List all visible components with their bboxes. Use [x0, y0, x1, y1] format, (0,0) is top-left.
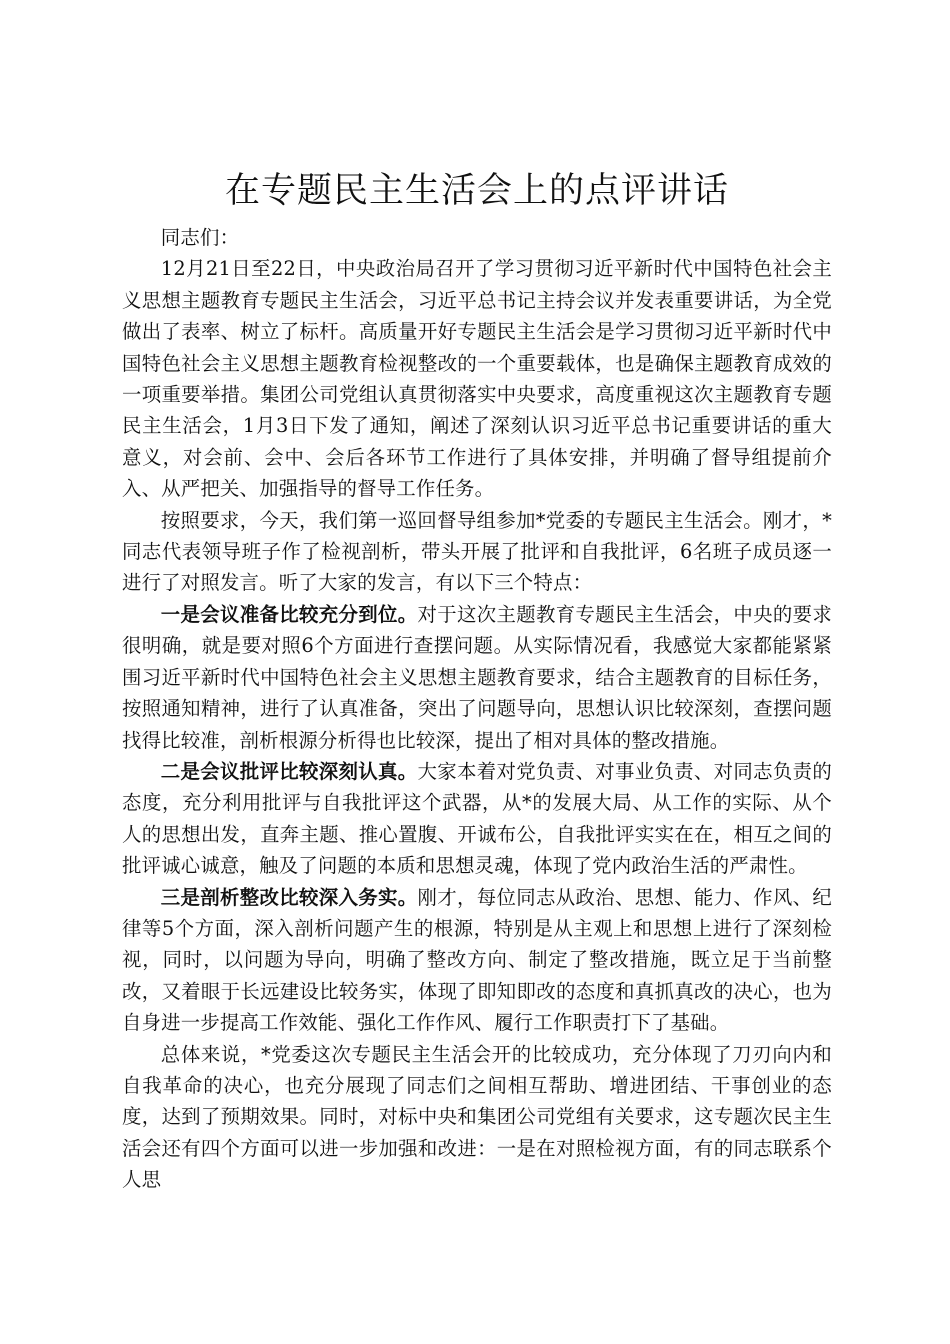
- salutation: 同志们：: [160, 226, 240, 249]
- paragraph-2: 按照要求，今天，我们第一巡回督导组参加*党委的专题民主生活会。刚才，*同志代表领导班子作了检视剖析，带头开展了批评和自我批评，6名班子成员逐一进行了对照发言。听了大家的发言，有以下三个特点：: [122, 508, 832, 595]
- paragraph-3-body: 对于这次主题教育专题民主生活会，中央的要求很明确，就是要对照6个方面进行查摆问题。从实际情况看，我感觉大家都能紧紧围习近平新时代中国特色社会主义思想主题教育要求，结合主题教育的目标任务，按照通知精神，进行了认真准备，突出了问题导向，思想认识比较深刻，查摆问题找得比较准，剖析根源分析得也比较深，提出了相对具体的整改措施。: [122, 602, 832, 752]
- paragraph-5-lead: 三是剖析整改比较深入务实。: [160, 885, 418, 909]
- paragraph-3: [122, 599, 832, 756]
- document-title: 在专题民主生活会上的点评讲话: [224, 171, 729, 211]
- paragraph-4-body: 大家本着对党负责、对事业负责、对同志负责的态度，充分利用批评与自我批评这个武器，从*的发展大局、从工作的实际、从个人的思想出发，直奔主题、推心置腹、开诚布公，自我批评实实在在，相互之间的批评诚心诚意，触及了问题的本质和思想灵魂，体现了党内政治生活的严肃性。: [122, 759, 832, 878]
- paragraph-5-body: 刚才，每位同志从政治、思想、能力、作风、纪律等5个方面，深入剖析问题产生的根源，特别是从主观上和思想上进行了深刻检视，同时，以问题为导向，明确了整改方向、制定了整改措施，既立足于当前整改，又着眼于长远建设比较务实，体现了即知即改的态度和真抓真改的决心，也为自身进一步提高工作效能、强化工作作风、履行工作职责打下了基础。: [122, 885, 832, 1035]
- paragraph-3-lead: 一是会议准备比较充分到位。: [160, 602, 418, 626]
- paragraph-1: 12月21日至22日，中央政治局召开了学习贯彻习近平新时代中国特色社会主义思想主题教育专题民主生活会，习近平总书记主持会议并发表重要讲话，为全党做出了表率、树立了标杆。高质量开好专题民主生活会是学习贯彻习近平新时代中国特色社会主义思想主题教育检视整改的一个重要载体，也是确保主题教育成效的一项重要举措。集团公司党组认真贯彻落实中央要求，高度重视这次主题教育专题民主生活会，1月3日下发了通知，阐述了深刻认识习近平总书记重要讲话的重大意义，对会前、会中、会后各环节工作进行了具体安排，并明确了督导组提前介入、从严把关、加强指导的督导工作任务。: [122, 257, 832, 501]
- paragraph-5: [122, 882, 832, 1039]
- paragraph-4: [122, 756, 832, 882]
- document-page: [122, 168, 832, 1196]
- paragraph-6: 总体来说，*党委这次专题民主生活会开的比较成功，充分体现了刀刃向内和自我革命的决心，也充分展现了同志们之间相互帮助、增进团结、干事创业的态度，达到了预期效果。同时，对标中央和集团公司党组有关要求，这专题次民主生活会还有四个方面可以进一步加强和改进：一是在对照检视方面，有的同志联系个人思: [122, 1042, 832, 1192]
- paragraph-4-lead: 二是会议批评比较深刻认真。: [160, 759, 418, 783]
